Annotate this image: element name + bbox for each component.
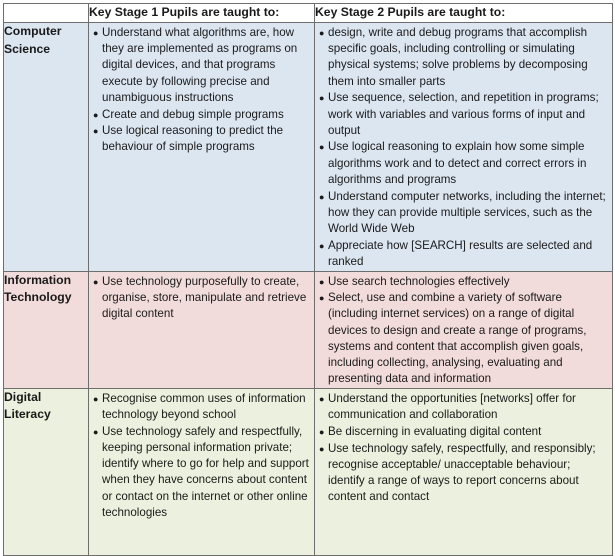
list-item-text: Understand computer networks, including the internet; how they can provide multiple services, such as the World Wide Web [328,189,606,235]
list-item [319,139,608,188]
cell-ks2-digital-literacy [315,388,613,555]
bullet-icon: ● [319,276,325,287]
header-key-stage-2: Key Stage 2 Pupils are taught to: [315,4,613,23]
bullet-icon: ● [93,126,99,137]
list-item [93,274,310,323]
bullet-list [89,272,314,323]
bullet-list [315,272,612,388]
list-item [319,391,608,423]
list-item [319,274,608,290]
list-item-text: Appreciate how [SEARCH] results are selected and ranked [328,238,593,268]
bullet-icon: ● [93,426,99,437]
list-item [319,441,608,506]
bullet-icon: ● [319,28,325,38]
row-digital-literacy [4,388,613,555]
bullet-icon: ● [319,142,325,153]
list-item-text: Recognise common uses of information technology beyond school [102,391,306,422]
cell-ks1-computer-science [89,23,315,272]
row-label-digital-literacy: Digital Literacy [4,388,89,555]
list-item [319,424,608,440]
list-item-text: Use logical reasoning to explain how some simple algorithms work and to detect and correct errors in algorithms and programs [328,140,587,186]
bullet-icon: ● [319,443,325,454]
cell-ks2-information-technology [315,271,613,388]
bullet-list [315,389,612,505]
list-item [93,123,310,155]
list-item [93,424,310,521]
bullet-icon: ● [319,240,325,251]
list-item-text: Be discerning in evaluating digital content [328,424,542,438]
cell-ks1-information-technology [89,271,315,388]
list-item-text: Understand the opportunities [networks] offer for communication and collaboration [328,391,576,422]
list-item [319,189,608,238]
list-item-text: Understand what algorithms are, how they are implemented as programs on digital devices, and that programs execute by following precise and unambiguous instructions [102,26,298,104]
list-item-text: Use technology purposefully to create, organise, store, manipulate and retrieve digital content [102,274,307,320]
header-corner-cell [4,4,89,23]
list-item-text: Use logical reasoning to predict the behaviour of simple programs [102,124,284,154]
bullet-icon: ● [93,28,99,38]
list-item [319,290,608,387]
bullet-icon: ● [319,393,325,404]
list-item-text: design, write and debug programs that accomplish specific goals, including controlling or simulating physical systems; solve problems by decomposing them into smaller parts [328,26,588,88]
list-item [93,391,310,423]
list-item-text: Select, use and combine a variety of software (including internet services) on a range of digital devices to design and create a range of programs, systems and content that accomplish given goals, including collecting, analysing, evaluating and presenting data and information [328,291,587,386]
row-information-technology [4,271,613,388]
bullet-icon: ● [319,191,325,202]
cell-ks1-digital-literacy [89,388,315,555]
bullet-icon: ● [93,109,99,120]
list-item [319,25,608,90]
bullet-icon: ● [93,393,99,404]
bullet-icon: ● [93,276,99,287]
list-item [319,238,608,270]
list-item-text: Use sequence, selection, and repetition in programs; work with variables and various forms of input and output [328,91,599,137]
list-item [93,107,310,123]
bullet-icon: ● [319,426,325,437]
bullet-list [315,23,612,270]
row-label-information-technology: Information Technology [4,271,89,388]
list-item-text: Use technology safely, respectfully, and responsibly; recognise acceptable/ unacceptable behaviour; identify a range of ways to report concerns about content and contact [328,441,596,504]
bullet-list [89,23,314,156]
list-item [93,25,310,106]
row-label-computer-science: Computer Science [4,23,89,272]
bullet-list [89,389,314,521]
curriculum-table [3,3,613,556]
bullet-icon: ● [319,93,325,104]
bullet-icon: ● [319,293,325,304]
list-item-text: Create and debug simple programs [102,107,284,121]
header-row [4,4,613,23]
header-key-stage-1: Key Stage 1 Pupils are taught to: [89,4,315,23]
cell-ks2-computer-science [315,23,613,272]
list-item-text: Use technology safely and respectfully, keeping personal information private; identify where to go for help and support when they have concerns about content or contact on the internet or other online technologies [102,424,309,519]
list-item [319,90,608,139]
row-computer-science [4,23,613,272]
list-item-text: Use search technologies effectively [328,274,510,288]
